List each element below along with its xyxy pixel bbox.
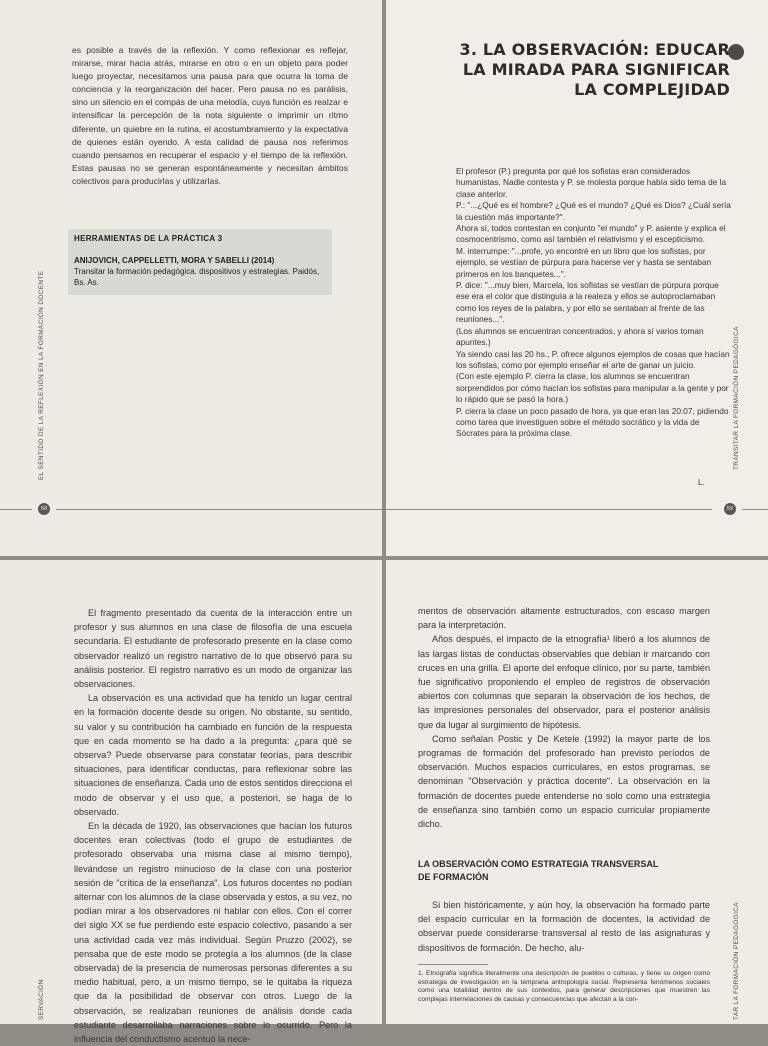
record-line: P.: "...¿Qué es el hombre? ¿Qué es el mundo? ¿Qué es Dios? ¿Cuál sería la cuestión más importante?".: [456, 200, 731, 222]
record-signature: L.: [698, 478, 705, 487]
paragraph: El fragmento presentado da cuenta de la interacción entre un profesor y sus alumnos en una clase de filosofía de una escuela secundaria. El estudiante de profesorado presente en la clase como observador realizó un registro narrativo de lo que observó para su análisis posterior. El registro narrativo es un modo de organizar las observaciones.: [74, 608, 352, 690]
paragraph: Años después, el impacto de la etnografía¹ liberó a los alumnos de las largas listas de conductas observables que debían ir marcando con cruces en una grilla. El aporte del enfoque clínico, por su parte, también fue significativo proponiendo el empleo de registros de observación abiertos con columnas que separan la observación de los hechos, de las impresiones personales del observador, para el posterior análisis que da lugar al surgimiento de hipótesis.: [418, 634, 710, 730]
body-text: [74, 606, 352, 1046]
paragraph: Como señalan Postic y De Ketele (1992) la mayor parte de los programas de formación del profesorado han previsto períodos de observación. Muchos espacios curriculares, en estos programas, se denominan "Observación y práctica docente". La observación en la formación de docentes puede entenderse no solo como una estrategia de enseñanza sino también como un espacio curricular propiamente dicho.: [418, 733, 710, 830]
page-59: [386, 0, 768, 556]
paragraph: La observación es una actividad que ha tenido un lugar central en la formación docente desde su origen. No obstante, su sentido, su valor y su contribución ha cambiado en función de la respuesta que en cada momento se ha dado a la pregunta: ¿para qué se observa? Puede observarse para constatar teorías, para describir situaciones, para identificar conductas, para reflexionar sobre las situaciones de enseñanza. Cada uno de estos sentidos direcciona el modo de observar y el uso que, a posteriori, se haga de lo observado.: [74, 693, 352, 817]
footer-rule: [742, 509, 768, 510]
footer-rule: [56, 509, 382, 510]
footnote: [418, 970, 710, 1004]
record-line: (Los alumnos se encuentran concentrados, y ahora sí varios toman apuntes.): [456, 325, 704, 348]
record-line: P. cierra la clase un poco pasado de hora, ya que eran las 20:07, pidiendo como tarea que investiguen sobre el método socrático y la vida de Sócrates para la próxima clase.: [456, 405, 729, 439]
record-line: El profesor (P.) pregunta por qué los sofistas eran considerados humanistas. Nadie contesta y P. se molesta porque había sido tema de la clase anterior.: [456, 166, 727, 199]
paragraph: Si bien históricamente, y aún hoy, la observación ha formado parte del espacio curricular en la formación de docentes, la actividad de observar puede considerarse transversal al resto de las asignaturas y dispositivos de formación. De hecho, alu-: [418, 900, 710, 953]
paragraph: En la década de 1920, las observaciones que hacían los futuros docentes eran colectivas (todo el grupo de estudiantes de profesorado observaba una misma clase al mismo tiempo), llevándose un registro minucioso de la clase con una posterior sesión de "crítica de la enseñanza". Los futuros docentes no podían alternar con los alumnos de la clase observada y estos, a su vez, no podían mirar a los observadores ni hablar con ellos. Con el correr del siglo XX se fue perdiendo este espacio colectivo, pasando a ser una actividad cada vez más individual. Según Pruzzo (2002), se pensaba que de este modo se protegía a los alumnos (de la clase observada) de la presencia de numerosas personas diferentes a su medio habitual, pero, a un mismo tiempo, se le quitaba la riqueza que da la posibilidad de observar con otros. Luego de la observación, se realizaban reuniones de análisis donde cada estudiante desarrollaba narraciones sobre lo ocurrido. Pero la influencia del conductismo acentuó la nece-: [74, 821, 352, 1045]
page-number: 59: [724, 503, 736, 515]
running-head: TRANSITAR LA FORMACIÓN PEDAGÓGICA: [733, 326, 740, 470]
section-heading-line: DE FORMACIÓN: [418, 872, 489, 882]
chapter-title-line: LA MIRADA PARA SIGNIFICAR: [462, 60, 730, 79]
chapter-title-line: 3. LA OBSERVACIÓN: EDUCAR: [459, 40, 730, 59]
body-text: [418, 604, 710, 831]
paragraph: es posible a través de la reflexión. Y como reflexionar es reflejar, mirarse, mirar hacia atrás, mirarse en otro o en un objeto para poder luego proyectar, necesitamos una pausa para que ocurra la toma de conciencia y la reorganización del hacer. Pero pausa no es parálisis, sino un silencio en el compás de una melodía, cuya función es realzar e intensificar la percepción de la nota siguiente o imprimir un ritmo diferente, un quiebre en la rutina, el acostumbramiento y la expectativa de quienes están oyendo. A esta calidad de pausa nos referimos cuando pensamos en recuperar el espacio y el tiempo de la reflexión. Estas pausas no se generan espontáneamente y necesitan ámbitos colectivos para producirlas y utilizarlas.: [72, 45, 348, 186]
page-58: [0, 0, 382, 556]
body-text-continued: [418, 898, 710, 955]
record-line: Ya siendo casi las 20 hs., P. ofrece algunos ejemplos de cosas que hacían los sofistas, como por ejemplo enseñar el arte de ganar un juicio.: [456, 348, 730, 370]
page-61: [386, 560, 768, 1024]
page-number: 58: [38, 503, 50, 515]
footer-rule: [386, 509, 712, 510]
paragraph: mentos de observación altamente estructurados, con escaso margen para la interpretación.: [418, 606, 710, 631]
footnote-rule: [418, 964, 488, 965]
running-head: EL SENTIDO DE LA REFLEXIÓN EN LA FORMACIÓN DOCENTE: [38, 270, 45, 480]
footnote-text: 1. Etnografía significa literalmente una descripción de pueblos o culturas, y tiene su origen como estrategia de investigación en la temprana antropología social. Representa fenómenos sociales como una totalidad dentro de sus contextos, para generar descripciones que muestren las complejas interrelaciones de causas y consecuencias que afectan a la con-: [418, 970, 710, 1003]
record-line: Ahora sí, todos contestan en conjunto "el mundo" y P. asiente y explica el cosmocentrismo, como así también el relativismo y el escepticismo.: [456, 223, 726, 245]
chapter-title-line: LA COMPLEJIDAD: [574, 80, 730, 99]
toolbox-authors: ANIJOVICH, CAPPELLETTI, MORA Y SABELLI (2014): [74, 256, 275, 265]
section-heading: [418, 858, 710, 884]
chapter-marker: [728, 44, 744, 60]
running-head: SERVACIÓN: [38, 979, 45, 1020]
footer-rule: [0, 509, 32, 510]
record-line: (Con este ejemplo P. cierra la clase, los alumnos se encuentran sorprendidos por cómo hacían los sofistas para manipular a la gente y por lo rápido que se pasó la hora.): [456, 371, 729, 405]
section-heading-line: LA OBSERVACIÓN COMO ESTRATEGIA TRANSVERSAL: [418, 859, 659, 869]
chapter-title: [430, 40, 730, 100]
toolbox-box: [68, 229, 332, 295]
toolbox-title: HERRAMIENTAS DE LA PRÁCTICA 3: [74, 234, 223, 243]
record-line: M. interrumpe: "...profe, yo encontré en un libro que los sofistas, por ejemplo, se vestían de púrpura para hacerse ver y hasta se sentaban primeros en los banquetes...".: [456, 245, 712, 279]
body-text: [72, 44, 348, 188]
page-60: [0, 560, 382, 1045]
classroom-record: [456, 166, 732, 440]
toolbox-reference: Transitar la formación pedagógica. dispositivos y estrategias. Paidós, Bs. As.: [74, 267, 320, 287]
running-head: TAR LA FORMACIÓN PEDAGÓGICA: [733, 902, 740, 1020]
record-line: P. dice: "...muy bien, Marcela, los sofistas se vestían de púrpura porque ese era el color que distinguía a la realeza y ellos se autoproclamaban como los reyes de la palabra, y por ello se sentaban al frente de las reuniones...".: [456, 280, 719, 325]
